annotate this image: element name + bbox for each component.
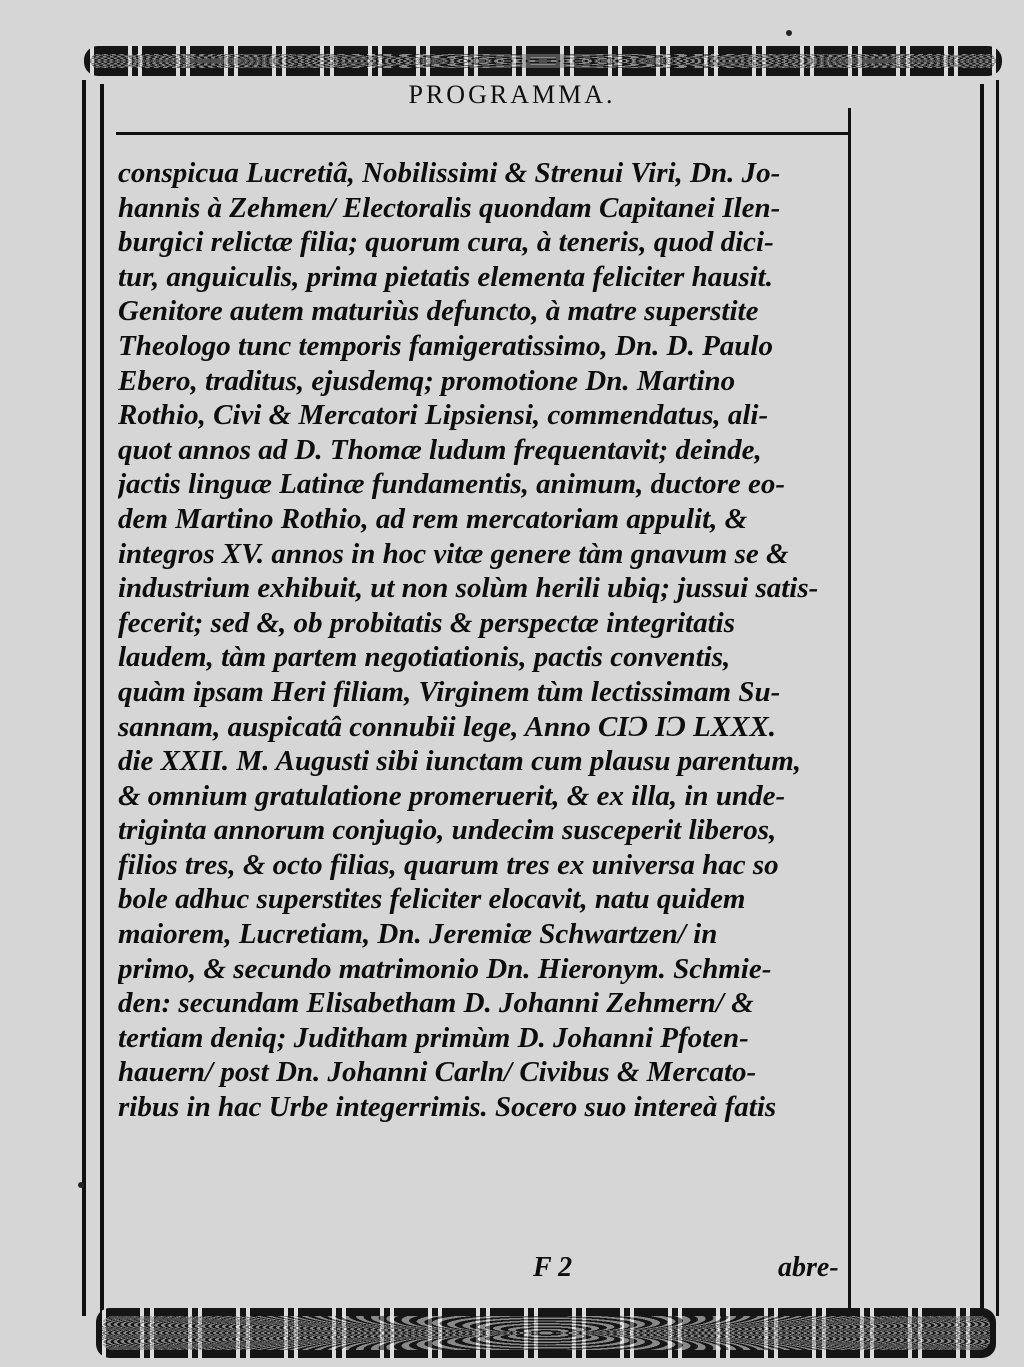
text-line: die XXII. M. Augusti sibi iunctam cum plausu parentum, (118, 745, 802, 778)
body-text (118, 156, 854, 1125)
top-ornament-border (84, 46, 1002, 76)
text-line: Theologo tunc temporis famigeratissimo, Dn. D. Paulo (118, 329, 773, 362)
text-line: laudem, tàm partem negotiationis, pactis conventis, (118, 641, 731, 674)
page-title: PROGRAMMA. (408, 80, 616, 109)
text-line: maiorem, Lucretiam, Dn. Jeremiæ Schwartzen/ in (118, 918, 718, 951)
text-line: filios tres, & octo filias, quarum tres ex universa hac so (118, 848, 779, 881)
ink-speck (78, 1182, 84, 1188)
text-line: Rothio, Civi & Mercatori Lipsiensi, commendatus, ali- (118, 399, 769, 432)
text-line: fecerit; sed &, ob probitatis & perspectæ integritatis (118, 606, 736, 639)
text-line: burgici relictæ filia; quorum cura, à teneris, quod dici- (118, 226, 774, 259)
text-line: primo, & secundo matrimonio Dn. Hieronym. Schmie- (118, 952, 772, 985)
text-line: & omnium gratulatione promeruerit, & ex illa, in unde- (118, 779, 786, 812)
text-line: integros XV. annos in hoc vitæ genere tàm gnavum se & (118, 537, 789, 570)
text-line: hauern/ post Dn. Johanni Carln/ Civibus & Mercato- (118, 1056, 757, 1089)
text-line: bole adhuc superstites feliciter elocavit, natu quidem (118, 883, 746, 916)
text-line: tur, anguiculis, prima pietatis elementa feliciter hausit. (118, 260, 773, 293)
right-outer-rule (980, 84, 984, 1314)
text-line: Ebero, traditus, ejusdemq; promotione Dn. Martino (118, 364, 736, 397)
signature-mark: F 2 (533, 1252, 573, 1283)
text-line: den: secundam Elisabetham D. Johanni Zehmern/ & (118, 987, 754, 1020)
text-line: jactis linguæ Latinæ fundamentis, animum, ductore eo- (118, 468, 786, 501)
text-line: quot annos ad D. Thomæ ludum frequentavit; deinde, (118, 433, 762, 466)
text-line: ribus in hac Urbe integerrimis. Socero suo intereà fatis (118, 1091, 777, 1124)
left-outer-rule (82, 80, 86, 1316)
right-far-rule (996, 80, 999, 1316)
text-line: tertiam deniq; Juditham primùm D. Johanni Pfoten- (118, 1021, 749, 1054)
text-line: Genitore autem maturiùs defuncto, à matre superstite (118, 295, 759, 328)
header-rule (116, 132, 848, 135)
text-line: quàm ipsam Heri filiam, Virginem tùm lectissimam Su- (118, 675, 781, 708)
text-line: hannis à Zehmen/ Electoralis quondam Capitanei Ilen- (118, 191, 781, 224)
text-line: sannam, auspicatâ connubii lege, Anno CIƆ IƆ LXXX. (118, 710, 777, 743)
ink-speck (786, 30, 792, 36)
text-line: triginta annorum conjugio, undecim susceperit liberos, (118, 814, 777, 847)
left-inner-rule (100, 84, 104, 1314)
bottom-ornament-border (96, 1308, 996, 1358)
text-line: dem Martino Rothio, ad rem mercatoriam appulit, & (118, 502, 748, 535)
page-footer (0, 1252, 1024, 1292)
catchword: abre- (778, 1252, 839, 1283)
text-line: conspicua Lucretiâ, Nobilissimi & Strenui Viri, Dn. Jo- (118, 157, 781, 189)
text-line: industrium exhibuit, ut non solùm herili ubiq; jussui satis- (118, 572, 819, 605)
